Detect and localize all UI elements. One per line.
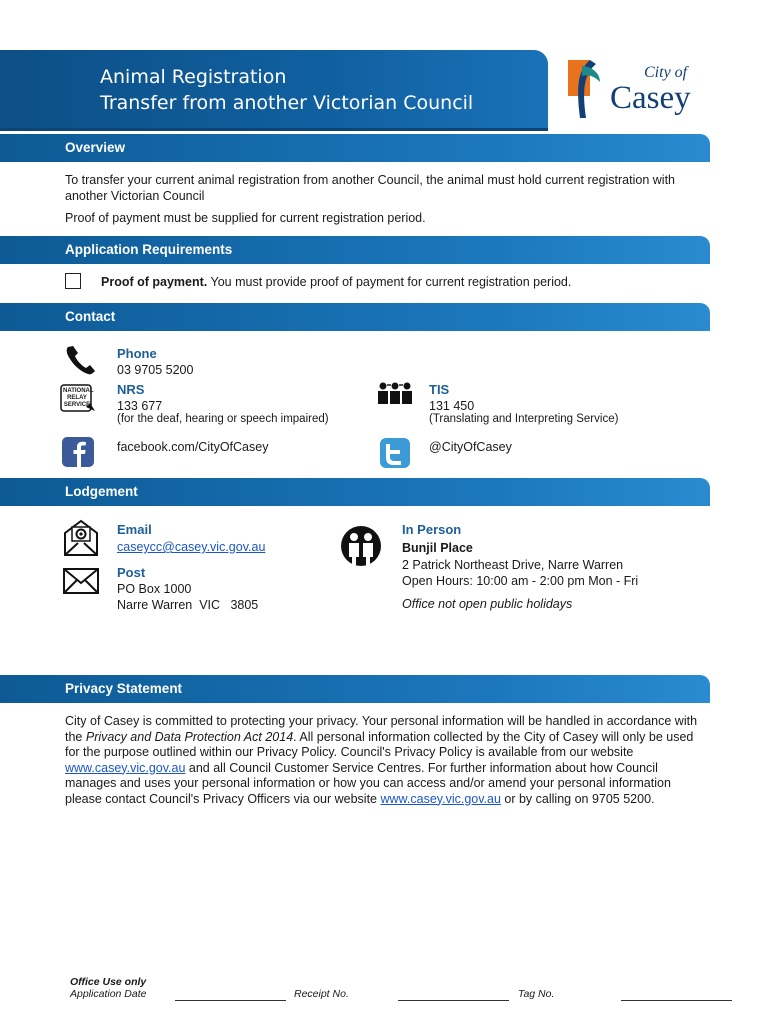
privacy-text-3: and all Council Customer Service Centres. For further information about how Council manages and uses your personal information or how you can access and/or amend your personal information please contact Council's Privacy Officers via our website [65,760,671,806]
contact-section-bar [0,303,710,331]
twitter-icon[interactable] [380,438,410,468]
application-date-label: Application Date [70,988,147,1000]
tis-label: TIS [429,382,450,397]
post-line-1: PO Box 1000 [117,582,192,596]
overview-paragraph-2: Proof of payment must be supplied for current registration period. [65,211,426,225]
receipt-no-field[interactable] [398,1000,509,1001]
website-link-2[interactable]: www.casey.vic.gov.au [380,791,501,806]
email-envelope-icon [63,519,99,557]
lodgement-section-bar [0,478,710,506]
title-line-1: Animal Registration [100,66,287,88]
privacy-text-2: . All personal information collected by the City of Casey will only be used for the purpose outlined within our Privacy Policy. Council's Privacy Policy is available from our website [65,729,694,759]
in-person-label: In Person [402,522,462,537]
page-title [100,64,473,116]
title-line-2: Transfer from another Victorian Council [100,92,474,114]
in-person-icon [340,525,382,567]
post-envelope-icon [63,568,99,594]
nrs-note: (for the deaf, hearing or speech impaired) [117,413,329,425]
header-underline [0,128,548,131]
application-date-field[interactable] [175,1000,286,1001]
requirements-section-bar [0,236,710,264]
logo-casey-text: Casey [610,80,691,116]
tis-note: (Translating and Interpreting Service) [429,413,619,425]
requirement-item-text: You must provide proof of payment for current registration period. [207,275,572,289]
privacy-text-4: or by calling on 9705 5200. [500,791,655,806]
email-address[interactable]: caseycc@casey.vic.gov.au [117,540,266,554]
casey-emblem-icon [566,56,606,122]
holiday-note: Office not open public holidays [402,597,573,611]
phone-number: 03 9705 5200 [117,363,194,377]
post-line-2: Narre Warren VIC 3805 [117,598,259,612]
website-link-1[interactable]: www.casey.vic.gov.au [65,760,186,775]
phone-icon [64,344,98,376]
requirements-heading: Application Requirements [65,242,233,257]
nrs-label: NRS [117,382,145,397]
tag-no-field[interactable] [621,1000,732,1001]
privacy-heading: Privacy Statement [65,681,183,696]
nrs-number: 133 677 [117,399,163,413]
nrs-relay-icon [60,383,96,415]
overview-section-bar [0,134,710,162]
interpreter-people-icon [376,381,414,405]
opening-hours: Open Hours: 10:00 am - 2:00 pm Mon - Fri [402,574,639,588]
twitter-handle[interactable]: @CityOfCasey [429,440,512,454]
privacy-section-bar [0,675,710,703]
privacy-statement [65,714,710,807]
logo-city-of-text: City of [644,64,688,81]
tis-number: 131 450 [429,399,475,413]
facebook-icon[interactable] [62,437,94,467]
privacy-text-1: City of Casey is committed to protecting your privacy. Your personal information will be handled in accordance with the [65,714,698,744]
place-name: Bunjil Place [402,541,473,555]
facebook-handle[interactable]: facebook.com/CityOfCasey [117,440,269,454]
requirement-item [101,274,701,290]
phone-label: Phone [117,346,157,361]
email-link[interactable] [117,539,265,555]
proof-of-payment-checkbox[interactable] [65,273,81,289]
receipt-no-label: Receipt No. [294,988,349,1000]
email-label: Email [117,522,152,537]
city-of-casey-logo [566,56,706,122]
post-label: Post [117,565,146,580]
tag-no-label: Tag No. [518,988,555,1000]
nrs-icon-text: NATIONAL RELAY SERVICE [63,388,94,408]
place-address: 2 Patrick Northeast Drive, Narre Warren [402,558,624,572]
overview-paragraph-1: To transfer your current animal registration from another Council, the animal must hold current registration with another Victorian Council [65,173,675,203]
overview-heading: Overview [65,140,126,155]
office-use-title: Office Use only [70,976,147,988]
requirement-item-bold: Proof of payment. [101,275,208,289]
contact-heading: Contact [65,309,116,324]
lodgement-heading: Lodgement [65,484,138,499]
privacy-act: Privacy and Data Protection Act 2014 [85,729,294,744]
